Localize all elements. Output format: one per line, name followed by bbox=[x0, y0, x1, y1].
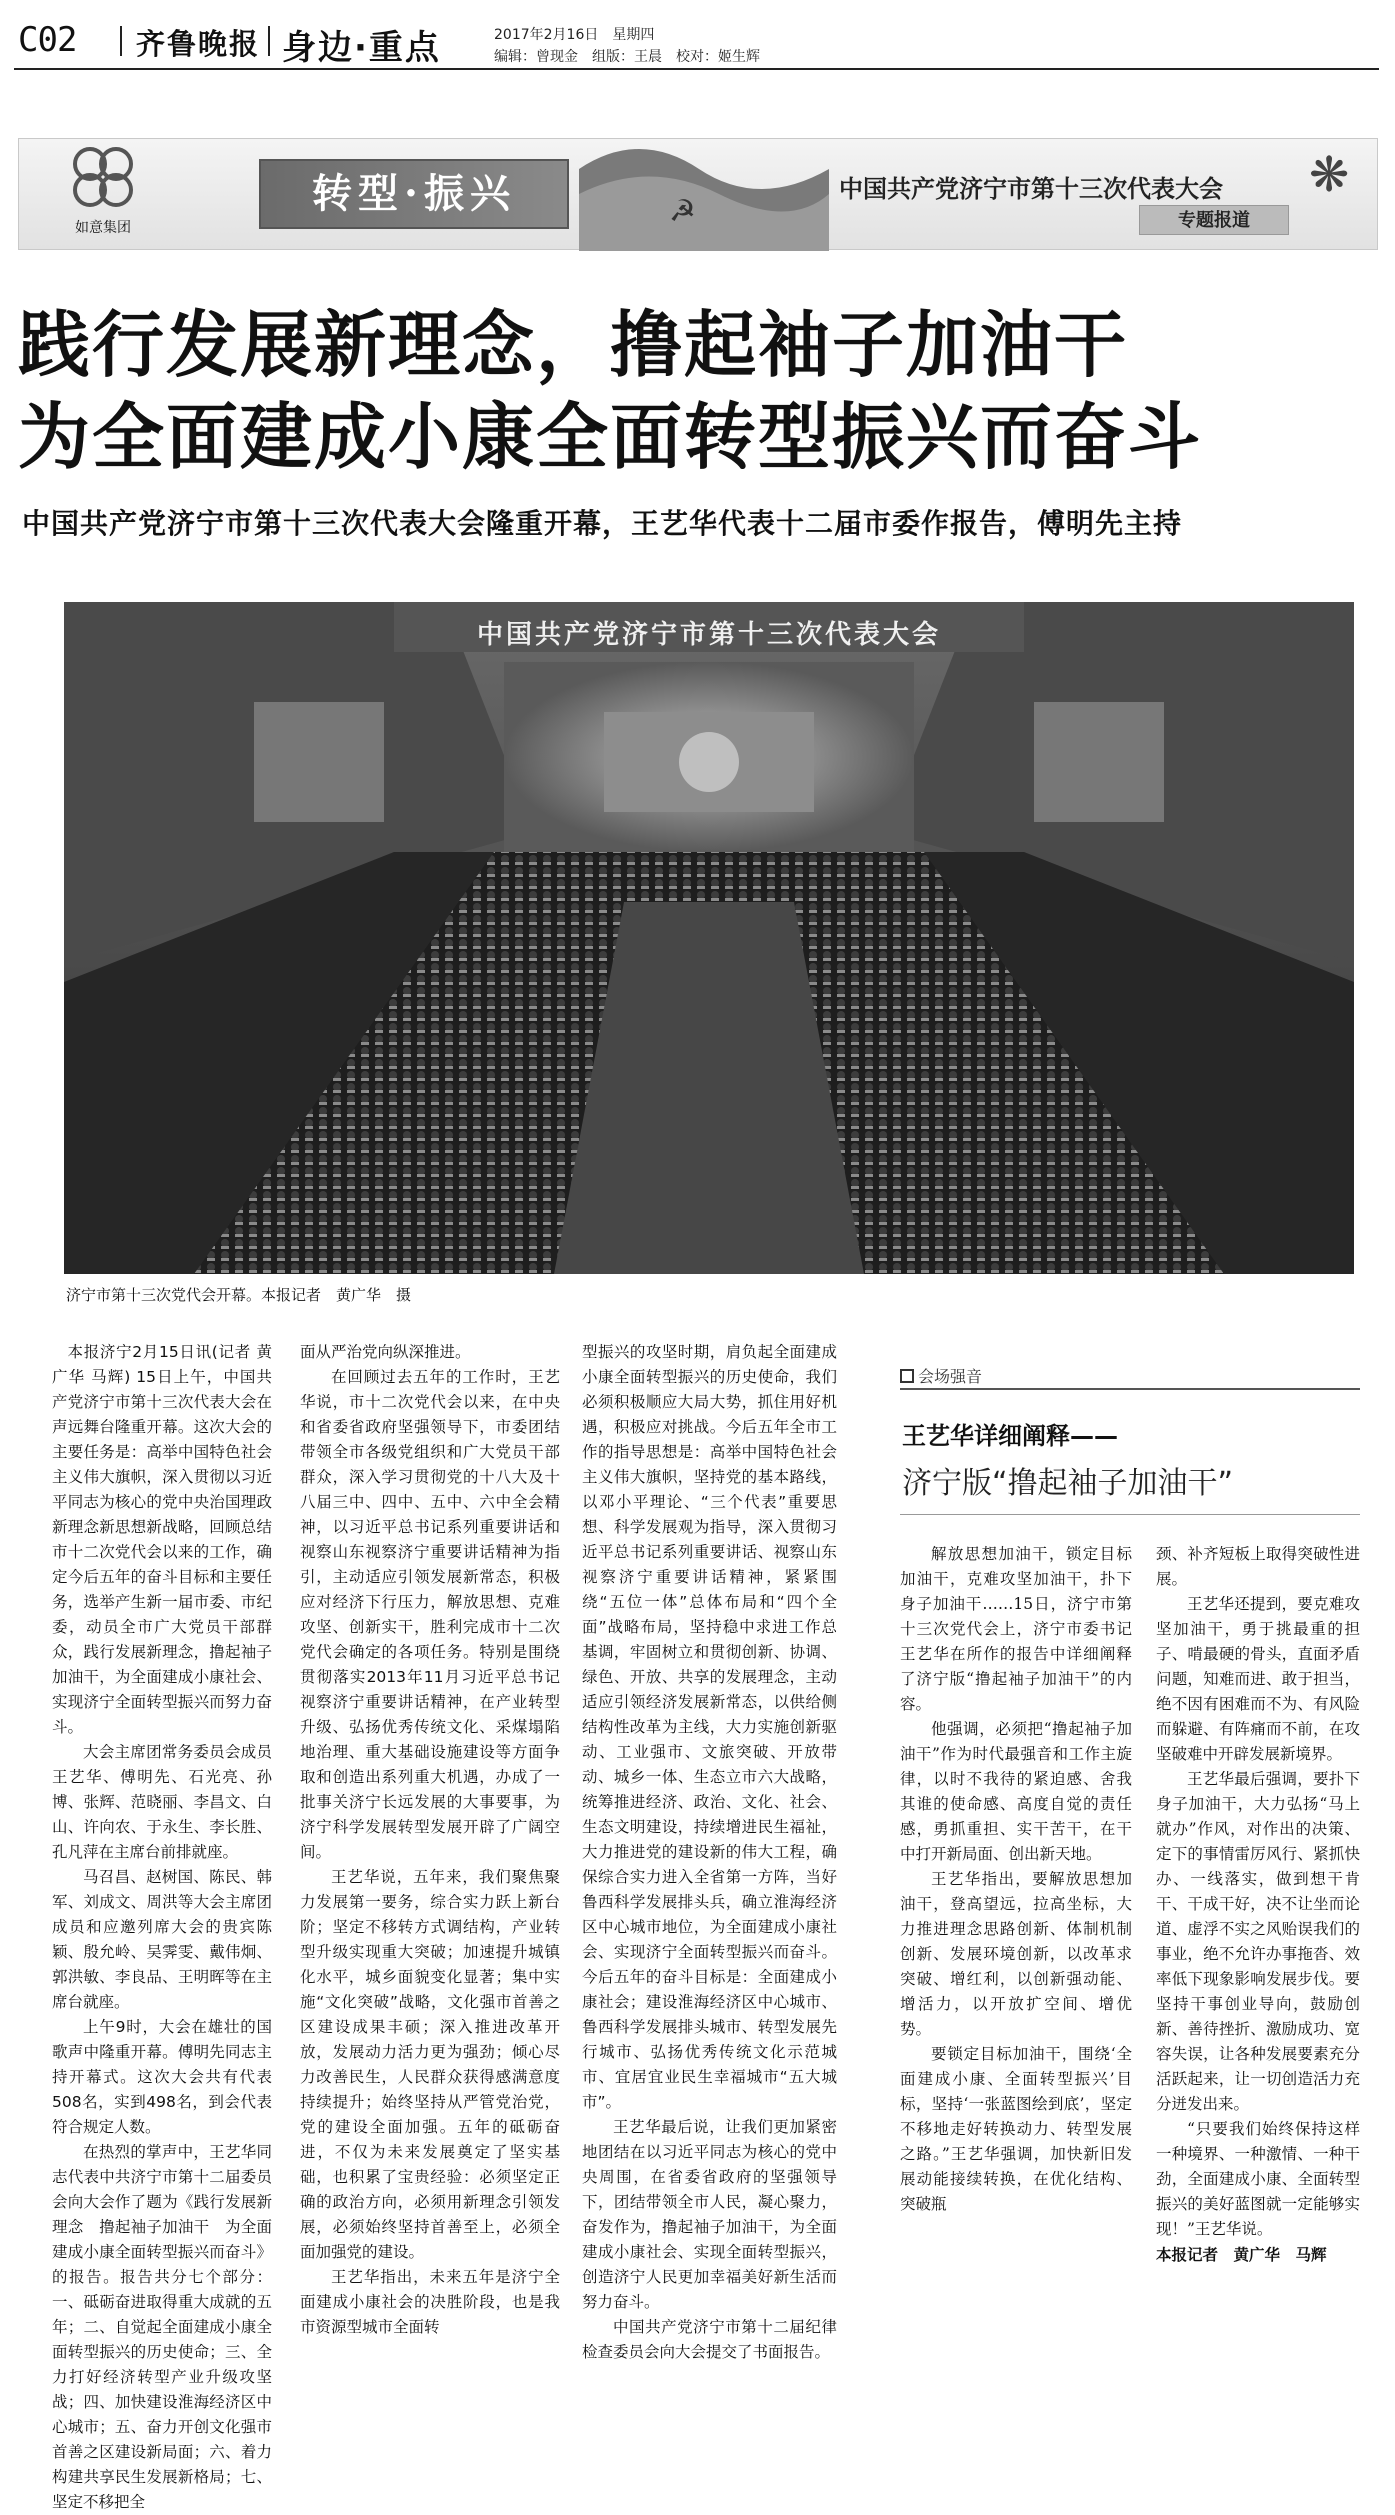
photo-banner-text: 中国共产党济宁市第十三次代表大会 bbox=[476, 620, 941, 650]
sponsor-name: 如意集团 bbox=[75, 220, 131, 236]
sidebar-paragraph: 要锁定目标加油干，围绕‘全面建成小康、全面转型振兴’目标，坚持‘一张蓝图绘到底’，坚定不移地走好转换动力、转型发展之路。”王艺华强调，加快新旧发展动能接续转换，在优化结构、突破瓶 bbox=[900, 2045, 1132, 2213]
chinese-knot-icon: ❋ bbox=[1309, 147, 1350, 203]
article-paragraph: 王艺华说，五年来，我们聚焦聚力发展第一要务，综合实力跃上新台阶；坚定不移转方式调结构，产业转型升级实现重大突破；加速提升城镇化水平，城乡面貌变化显著；集中实施“文化突破”战略，文化强市首善之区建设成果丰硕；深入推进改革开放，发展动力活力更为强劲；倾心尽力改善民生，人民群众获得感满意度持续提升；始终坚持从严管党治党，党的建设全面加强。五年的砥砺奋进，不仅为未来发展奠定了坚实基础，也积累了宝贵经验：必须坚定正确的政治方向，必须用新理念引领发展，必须始终坚持首善至上，必须全面加强党的建设。 bbox=[300, 1868, 560, 2261]
divider bbox=[268, 26, 270, 56]
divider bbox=[120, 26, 122, 56]
article-paragraph: 在回顾过去五年的工作时，王艺华说，市十二次党代会以来，在中央和省委省政府坚强领导下，市委团结带领全市各级党组织和广大党员干部群众，深入学习贯彻党的十八大及十八届三中、四中、五中、六中全会精神，以习近平总书记系列重要讲话和视察山东视察济宁重要讲话精神为指引，主动适应引领发展新常态，积极应对经济下行压力，解放思想、克难攻坚、创新实干，胜利完成市十二次党代会确定的各项任务。特别是围绕贯彻落实2013年11月习近平总书记视察济宁重要讲话精神，在产业转型升级、弘扬优秀传统文化、采煤塌陷地治理、重大基础设施建设等方面争取和创造出系列重大机遇，办成了一批事关济宁长远发展的大事要事，为济宁科学发展转型发展开辟了广阔空间。 bbox=[300, 1368, 560, 1861]
sidebar-kicker: 王艺华详细阐释—— bbox=[902, 1422, 1118, 1450]
byline: 本报记者 黄广华 马辉 bbox=[1156, 2245, 1327, 2264]
sidebar-paragraph: 王艺华还提到，要克难攻坚加油干，勇于挑最重的担子、啃最硬的骨头，直面矛盾问题，知难而进、敢于担当，绝不因有困难而不为、有风险而躲避、有阵痛而不前，在攻坚破难中开辟发展新境界。 bbox=[1156, 1595, 1360, 1763]
special-report-banner bbox=[18, 138, 1378, 250]
sidebar-paragraph: 解放思想加油干，锁定目标加油干，克难攻坚加油干，扑下身子加油干……15日，济宁市第十三次党代会上，济宁市委书记王艺华在所作的报告中详细阐释了济宁版“撸起袖子加油干”的内容。 bbox=[900, 1545, 1132, 1713]
date-line: 2017年2月16日 星期四 bbox=[494, 27, 655, 43]
article-paragraph: 王艺华指出，未来五年是济宁全面建成小康社会的决胜阶段，也是我市资源型城市全面转 bbox=[300, 2268, 560, 2336]
article-column-2 bbox=[300, 1340, 560, 2340]
sidebar-column-1 bbox=[900, 1542, 1132, 2217]
headline-line-2: 为全面建成小康全面转型振兴而奋斗 bbox=[18, 395, 1203, 479]
article-paragraph: 上午9时，大会在雄壮的国歌声中隆重开幕。傅明先同志主持开幕式。这次大会共有代表508名，实到498名，到会代表符合规定人数。 bbox=[52, 2018, 272, 2136]
party-emblem-icon: ☭ bbox=[669, 194, 696, 229]
divider bbox=[900, 1388, 1360, 1390]
divider bbox=[900, 1514, 1360, 1515]
section-title: 身边·重点 bbox=[282, 28, 441, 68]
article-paragraph: 中国共产党济宁市第十二届纪律检查委员会向大会提交了书面报告。 bbox=[582, 2318, 837, 2361]
flag-wave-graphic bbox=[579, 139, 829, 251]
article-paragraph: 在热烈的掌声中，王艺华同志代表中共济宁市第十二届委员会向大会作了题为《践行发展新理念 撸起袖子加油干 为全面建成小康全面转型振兴而奋斗》的报告。报告共分七个部分：一、砥砺奋进取得重大成就的五年；二、自觉起全面建成小康全面转型振兴的历史使命；三、全力打好经济转型产业升级攻坚战；四、加快建设淮海经济区中心城市；五、奋力开创文化强市首善之区建设新局面；六、着力构建共享民生发展新格局；七、坚定不移把全 bbox=[52, 2143, 272, 2511]
sidebar-paragraph: 王艺华指出，要解放思想加油干，登高望远，拉高坐标，大力推进理念思路创新、体制机制创新、发展环境创新，以改革求突破、增红利，以创新强动能、增活力，以开放扩空间、增优势。 bbox=[900, 1870, 1132, 2038]
knot-logo-icon bbox=[73, 147, 133, 207]
sidebar-paragraph: 他强调，必须把“撸起袖子加油干”作为时代最强音和工作主旋律，以时不我待的紧迫感、舍我其谁的使命感、高度自觉的责任感，勇抓重担、实干苦干，在干中打开新局面、创出新天地。 bbox=[900, 1720, 1132, 1863]
sidebar-article bbox=[900, 1364, 1360, 2374]
sidebar-paragraph: 颈、补齐短板上取得突破性进展。 bbox=[1156, 1545, 1360, 1588]
article-paragraph: 型振兴的攻坚时期，肩负起全面建成小康全面转型振兴的历史使命，我们必须积极顺应大局大势，抓住用好机遇，积极应对挑战。今后五年全市工作的指导思想是：高举中国特色社会主义伟大旗帜，坚持党的基本路线，以邓小平理论、“三个代表”重要思想、科学发展观为指导，深入贯彻习近平总书记系列重要讲话、视察山东视察济宁重要讲话精神，紧紧围绕“五位一体”总体布局和“四个全面”战略布局，坚持稳中求进工作总基调，牢固树立和贯彻创新、协调、绿色、开放、共享的发展理念，主动适应引领经济发展新常态，以供给侧结构性改革为主线，大力实施创新驱动、工业强市、文旅突破、开放带动、城乡一体、生态立市六大战略，统筹推进经济、政治、文化、社会、生态文明建设，持续增进民生福祉，大力推进党的建设新的伟大工程，确保综合实力进入全省第一方阵，当好鲁西科学发展排头兵，确立淮海经济区中心城市地位，为全面建成小康社会、实现济宁全面转型振兴而奋斗。今后五年的奋斗目标是：全面建成小康社会；建设淮海经济区中心城市、鲁西科学发展排头城市、转型发展先行城市、弘扬优秀传统文化示范城市、宜居宜业民生幸福城市“五大城市”。 bbox=[582, 1343, 837, 2111]
sidebar-paragraph: “只要我们始终保持这样一种境界、一种激情、一种干劲，全面建成小康、全面转型振兴的美好蓝图就一定能够实现！”王艺华说。 bbox=[1156, 2120, 1360, 2238]
article-paragraph: 面从严治党向纵深推进。 bbox=[300, 1343, 471, 1361]
article-paragraph: 王艺华最后说，让我们更加紧密地团结在以习近平同志为核心的党中央周围，在省委省政府的坚强领导下，团结带领全市人民，凝心聚力，奋发作为，撸起袖子加油干，为全面建成小康社会、实现全面转型振兴，创造济宁人民更加幸福美好新生活而努力奋斗。 bbox=[582, 2118, 837, 2311]
sidebar-column-2 bbox=[1156, 1542, 1360, 2267]
masthead bbox=[14, 10, 1379, 70]
page-number: C02 bbox=[18, 20, 77, 60]
square-icon bbox=[900, 1369, 914, 1383]
article-paragraph: 大会主席团常务委员会成员王艺华、傅明先、石光亮、孙博、张辉、范晓丽、李昌文、白山、许向农、于永生、李长胜、孔凡萍在主席台前排就座。 bbox=[52, 1743, 272, 1861]
staff-line: 编辑：曾现金 组版：王晨 校对：姬生辉 bbox=[494, 49, 760, 65]
sidebar-headline: 济宁版“撸起袖子加油干” bbox=[902, 1466, 1234, 1501]
banner-title: 中国共产党济宁市第十三次代表大会 bbox=[839, 175, 1223, 203]
paper-name: 齐鲁晚报 bbox=[136, 27, 261, 61]
article-column-3 bbox=[582, 1340, 837, 2365]
subheadline: 中国共产党济宁市第十三次代表大会隆重开幕，王艺华代表十二届市委作报告，傅明先主持 bbox=[22, 507, 1183, 540]
slogan: 转型·振兴 bbox=[312, 170, 516, 217]
slogan-box bbox=[259, 159, 569, 229]
sidebar-tag-label: 会场强音 bbox=[918, 1367, 983, 1386]
news-photo bbox=[64, 602, 1354, 1274]
article-paragraph: 马召昌、赵树国、陈民、韩军、刘成文、周洪等大会主席团成员和应邀列席大会的贵宾陈颖、殷允岭、吴霁雯、戴伟炯、郭洪敏、李良品、王明晖等在主席台就座。 bbox=[52, 1868, 272, 2011]
sponsor-logo bbox=[55, 147, 151, 237]
article-paragraph: 本报济宁2月15日讯(记者 黄广华 马辉) 15日上午，中国共产党济宁市第十三次代表大会在声远舞台隆重开幕。这次大会的主要任务是：高举中国特色社会主义伟大旗帜，深入贯彻以习近平同志为核心的党中央治国理政新理念新思想新战略，回顾总结市十二次党代会以来的工作，确定今后五年的奋斗目标和主要任务，选举产生新一届市委、市纪委，动员全市广大党员干部群众，践行发展新理念，撸起袖子加油干，为全面建成小康社会、实现济宁全面转型振兴而努力奋斗。 bbox=[52, 1343, 272, 1736]
sidebar-paragraph: 王艺华最后强调，要扑下身子加油干，大力弘扬“马上就办”作风，对作出的决策、定下的事情雷厉风行、紧抓快办、一线落实，做到想干肯干、干成干好，决不让坐而论道、虚浮不实之风贻误我们的事业，绝不允许办事拖沓、效率低下现象影响发展步伐。要坚持干事创业导向，鼓励创新、善待挫折、激励成功、宽容失误，让各种发展要素充分活跃起来，让一切创造活力充分迸发出来。 bbox=[1156, 1770, 1360, 2113]
article-column-1 bbox=[52, 1340, 272, 2515]
photo-caption: 济宁市第十三次党代会开幕。本报记者 黄广华 摄 bbox=[66, 1286, 412, 1304]
sidebar-tag bbox=[900, 1364, 982, 1387]
special-report-tag: 专题报道 bbox=[1139, 205, 1289, 235]
auditorium-photo bbox=[64, 602, 1354, 1274]
headline-line-1: 践行发展新理念，撸起袖子加油干 bbox=[18, 303, 1129, 387]
